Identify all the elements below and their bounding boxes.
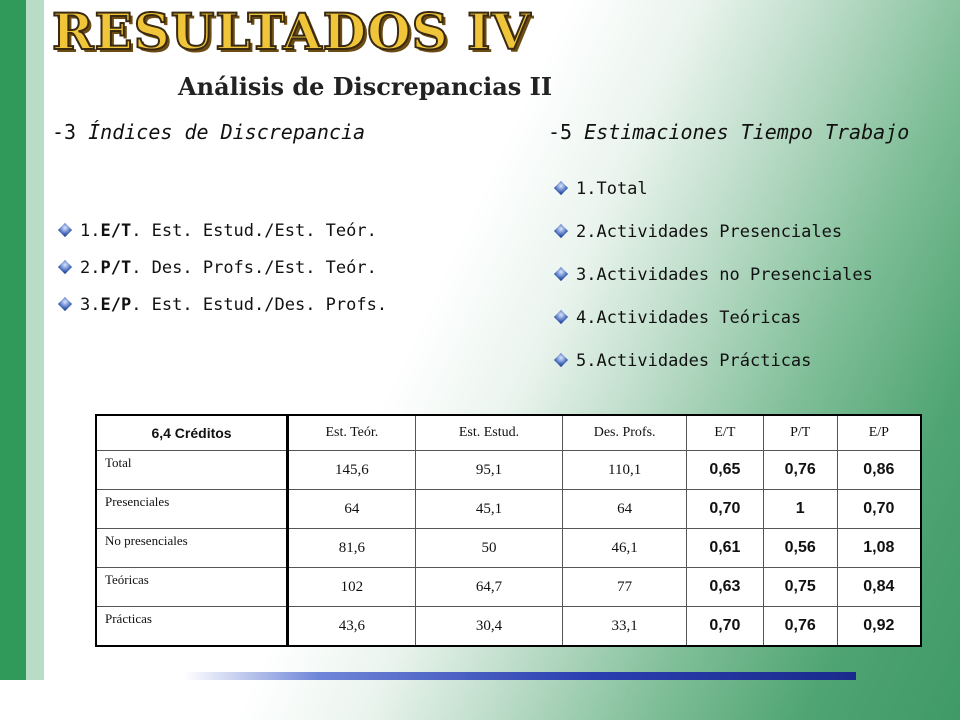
table-cell: 0,75 [763, 568, 837, 607]
discrepancy-indices-list [60, 216, 387, 327]
table-cell: 0,56 [763, 529, 837, 568]
column-header: E/P [837, 415, 921, 451]
table-cell: 0,76 [763, 451, 837, 490]
table-cell: 64 [288, 490, 416, 529]
diamond-bullet-icon [554, 310, 568, 324]
table-cell: 0,65 [686, 451, 763, 490]
table-cell: 43,6 [288, 607, 416, 647]
table-cell: 0,76 [763, 607, 837, 647]
table-cell: 81,6 [288, 529, 416, 568]
table-cell: 1 [763, 490, 837, 529]
table-cell: 50 [415, 529, 563, 568]
table-row [96, 607, 921, 647]
table-cell: 0,92 [837, 607, 921, 647]
table-cell: 46,1 [563, 529, 687, 568]
diamond-bullet-icon [554, 353, 568, 367]
list-item: 4.Actividades Teóricas [556, 303, 873, 346]
column-header: Est. Estud. [415, 415, 563, 451]
results-table [95, 414, 922, 647]
table-row [96, 451, 921, 490]
table-row [96, 529, 921, 568]
bottom-divider [184, 672, 856, 680]
left-accent-bar-inner [26, 0, 44, 680]
slide-subtitle: Análisis de Discrepancias II [178, 72, 553, 101]
list-item: 2.P/T. Des. Profs./Est. Teór. [60, 253, 387, 290]
diamond-bullet-icon [554, 224, 568, 238]
left-accent-bar [0, 0, 26, 680]
table-cell: 95,1 [415, 451, 563, 490]
discrepancy-indices-heading [52, 120, 365, 144]
table-cell: 0,70 [686, 607, 763, 647]
table-cell: 45,1 [415, 490, 563, 529]
table-cell: 110,1 [563, 451, 687, 490]
table-cell: 30,4 [415, 607, 563, 647]
diamond-bullet-icon [554, 181, 568, 195]
row-label: Teóricas [96, 568, 288, 607]
table-header-row [96, 415, 921, 451]
list-item: 3.E/P. Est. Estud./Des. Profs. [60, 290, 387, 327]
heading-prefix: -3 [52, 120, 89, 144]
row-label: No presenciales [96, 529, 288, 568]
list-item: 1.Total [556, 174, 873, 217]
table-cell: 102 [288, 568, 416, 607]
table-cell: 1,08 [837, 529, 921, 568]
column-header: 6,4 Créditos [96, 415, 288, 451]
table-cell: 0,84 [837, 568, 921, 607]
work-time-heading [548, 120, 909, 144]
table-row [96, 490, 921, 529]
row-label: Presenciales [96, 490, 288, 529]
table-cell: 0,63 [686, 568, 763, 607]
table-row [96, 568, 921, 607]
work-time-list [556, 174, 873, 389]
column-header: Est. Teór. [288, 415, 416, 451]
heading-text: Estimaciones Tiempo Trabajo [584, 120, 910, 144]
table-cell: 64 [563, 490, 687, 529]
heading-text: Índices de Discrepancia [88, 120, 366, 144]
slide-title: RESULTADOS IV [52, 2, 532, 61]
row-label: Prácticas [96, 607, 288, 647]
list-item: 1.E/T. Est. Estud./Est. Teór. [60, 216, 387, 253]
list-item: 5.Actividades Prácticas [556, 346, 873, 389]
diamond-bullet-icon [58, 223, 72, 237]
diamond-bullet-icon [554, 267, 568, 281]
table-cell: 0,70 [837, 490, 921, 529]
list-item: 2.Actividades Presenciales [556, 217, 873, 260]
heading-prefix: -5 [548, 120, 585, 144]
table-cell: 77 [563, 568, 687, 607]
row-label: Total [96, 451, 288, 490]
table-cell: 64,7 [415, 568, 563, 607]
table-cell: 33,1 [563, 607, 687, 647]
column-header: E/T [686, 415, 763, 451]
diamond-bullet-icon [58, 260, 72, 274]
column-header: Des. Profs. [563, 415, 687, 451]
table-cell: 0,86 [837, 451, 921, 490]
column-header: P/T [763, 415, 837, 451]
table-cell: 0,61 [686, 529, 763, 568]
diamond-bullet-icon [58, 297, 72, 311]
table-cell: 0,70 [686, 490, 763, 529]
table-cell: 145,6 [288, 451, 416, 490]
list-item: 3.Actividades no Presenciales [556, 260, 873, 303]
